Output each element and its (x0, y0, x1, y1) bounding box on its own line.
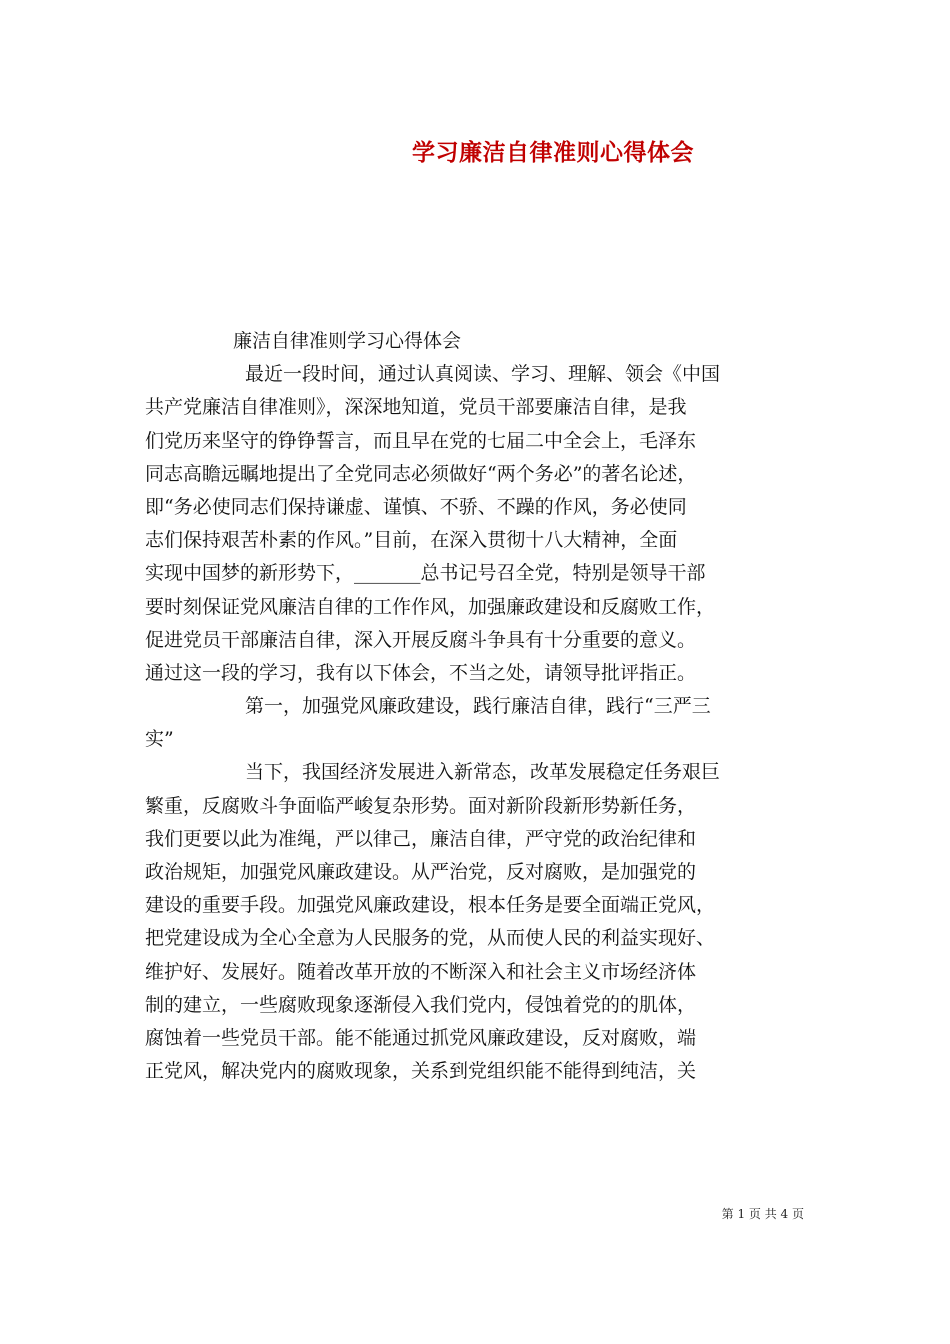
paragraph-line: 志们保持艰苦朴素的作风。”目前，在深入贯彻十八大精神，全面 (145, 529, 678, 552)
paragraph-line: 要时刻保证党风廉洁自律的工作作风，加强廉政建设和反腐败工作， (145, 595, 716, 618)
paragraph-line: 同志高瞻远瞩地提出了全党同志必须做好“两个务必”的著名论述， (145, 462, 697, 485)
paragraph-line: 通过这一段的学习，我有以下体会，不当之处，请领导批评指正。 (145, 661, 697, 684)
section-heading-line: 第一，加强党风廉政建设，践行廉洁自律，践行“三严三 (245, 695, 711, 718)
paragraph-line: 促进党员干部廉洁自律，深入开展反腐斗争具有十分重要的意义。 (145, 628, 697, 651)
paragraph-line: 政治规矩，加强党风廉政建设。从严治党，反对腐败，是加强党的 (145, 861, 697, 883)
paragraph-line: 当下，我国经济发展进入新常态，改革发展稳定任务艰巨 (245, 761, 721, 784)
document-subtitle: 廉洁自律准则学习心得体会 (233, 330, 462, 352)
paragraph-line: 把党建设成为全心全意为人民服务的党，从而使人民的利益实现好、 (145, 927, 716, 950)
paragraph-line: 即“务必使同志们保持谦虚、谨慎、不骄、不躁的作风，务必使同 (145, 495, 687, 518)
paragraph-line: 们党历来坚守的铮铮誓言，而且早在党的七届二中全会上，毛泽东 (145, 429, 697, 452)
paragraph-line: 建设的重要手段。加强党风廉政建设，根本任务是要全面端正党风， (145, 894, 716, 917)
paragraph-line: 共产党廉洁自律准则》，深深地知道，党员干部要廉洁自律，是我 (145, 396, 687, 419)
paragraph-line: 制的建立，一些腐败现象逐渐侵入我们党内，侵蚀着党的的肌体， (145, 993, 697, 1016)
paragraph-line: 实现中国梦的新形势下，_______总书记号召全党，特别是领导干部 (145, 562, 706, 585)
paragraph-line: 最近一段时间，通过认真阅读、学习、理解、领会《中国 (245, 363, 721, 386)
document-title: 学习廉洁自律准则心得体会 (412, 139, 694, 166)
section-heading-line: 实” (145, 728, 174, 751)
paragraph-line: 维护好、发展好。随着改革开放的不断深入和社会主义市场经济体 (145, 960, 697, 983)
page-number: 第 1 页 共 4 页 (721, 1207, 804, 1221)
paragraph-line: 腐蚀着一些党员干部。能不能通过抓党风廉政建设，反对腐败，端 (145, 1026, 697, 1049)
paragraph-line: 繁重，反腐败斗争面临严峻复杂形势。面对新阶段新形势新任务， (145, 794, 697, 817)
paragraph-line: 我们更要以此为准绳，严以律己，廉洁自律，严守党的政治纪律和 (145, 827, 697, 850)
document-body (145, 325, 815, 1088)
paragraph-line: 正党风，解决党内的腐败现象，关系到党组织能不能得到纯洁，关 (145, 1060, 697, 1083)
